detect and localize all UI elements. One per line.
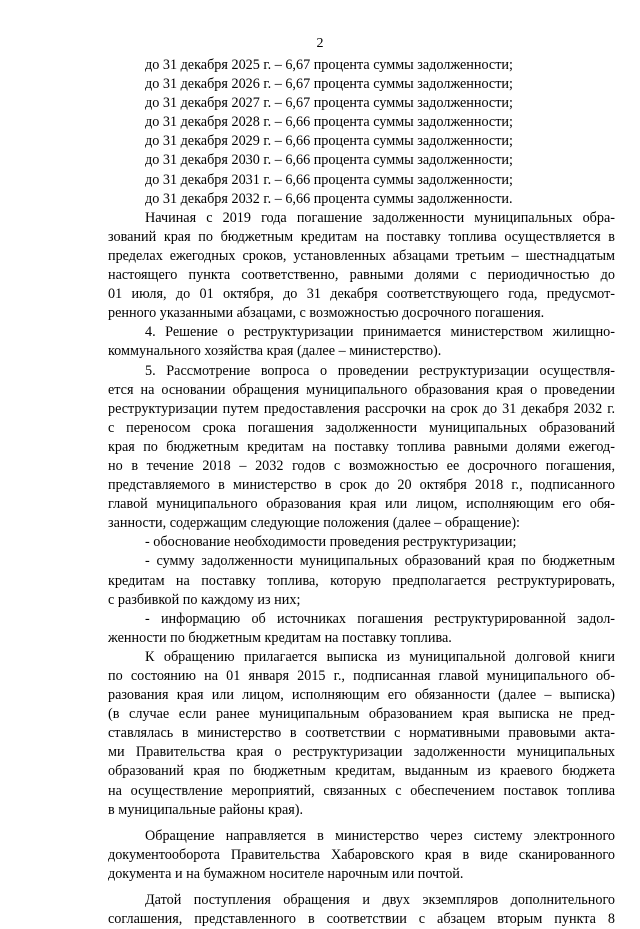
text-line: реструктуризации путем предоставления рассрочки на срок до 31 декабря 2032 г. — [108, 400, 615, 417]
text-line: (в случае если ранее муниципальным образованием края выписка не пред- — [108, 706, 615, 723]
text-line: разования края или лицом, исполняющим его обязанности (далее – выписка) — [108, 687, 615, 704]
text-line: края по бюджетным кредитам на поставку топлива равными долями ежегод- — [108, 438, 615, 455]
text-line: до 31 декабря 2028 г. – 6,66 процента суммы задолженности; — [145, 114, 513, 131]
text-line: Начиная с 2019 года погашение задолженности муниципальных обра- — [145, 209, 615, 226]
text-line: 01 июля, до 01 октября, до 31 декабря соответствующего года, предусмот- — [108, 286, 615, 303]
text-line: до 31 декабря 2029 г. – 6,66 процента суммы задолженности; — [145, 133, 513, 150]
text-line: ренного указанными абзацами, с возможностью досрочного погашения. — [108, 305, 545, 322]
text-line: - сумму задолженности муниципальных образований края по бюджетным — [145, 553, 615, 570]
text-line: Обращение направляется в министерство через систему электронного — [145, 827, 615, 844]
text-line: но в течение 2018 – 2032 годов с возможностью ее досрочного погашения, — [108, 457, 615, 474]
text-line: кредитам на поставку топлива, которую предполагается реструктурировать, — [108, 572, 615, 589]
text-line: до 31 декабря 2027 г. – 6,67 процента суммы задолженности; — [145, 95, 513, 112]
text-line: до 31 декабря 2031 г. – 6,66 процента суммы задолженности; — [145, 171, 513, 188]
text-line: главой муниципального образования края или лицом, исполняющим его обя- — [108, 496, 615, 513]
text-line: коммунального хозяйства края (далее – министерство). — [108, 343, 442, 360]
text-line: 5. Рассмотрение вопроса о проведении реструктуризации осуществля- — [145, 362, 615, 379]
text-line: документа и на бумажном носителе нарочным или почтой. — [108, 865, 464, 882]
text-line: женности по бюджетным кредитам на поставку топлива. — [108, 629, 452, 646]
text-line: на осуществление мероприятий, связанных с обеспечением поставок топлива — [108, 782, 615, 799]
text-line: ставлялась в министерство в соответствии с нормативными правовыми акта- — [108, 725, 615, 742]
text-line: соглашения, представленного в соответствии с абзацем вторым пункта 8 — [108, 911, 615, 928]
text-line: пределах ежегодных сроков, установленных абзацами третьим – шестнадцатым — [108, 247, 615, 264]
text-line: до 31 декабря 2025 г. – 6,67 процента суммы задолженности; — [145, 57, 513, 73]
text-line: до 31 декабря 2026 г. – 6,67 процента суммы задолженности; — [145, 76, 513, 93]
text-line: ми Правительства края о реструктуризации задолженности муниципальных — [108, 744, 615, 761]
text-line: занности, содержащим следующие положения (далее – обращение): — [108, 515, 520, 532]
text-line: - информацию об источниках погашения реструктурированной задол- — [145, 610, 615, 627]
text-line: с переносом срока погашения задолженности муниципальных образований — [108, 419, 615, 436]
text-line: образований края по бюджетным кредитам, выданным из краевого бюджета — [108, 763, 615, 780]
text-line: - обоснование необходимости проведения реструктуризации; — [145, 534, 517, 551]
page-number: 2 — [316, 36, 324, 51]
text-line: представляемого в министерство в срок до 20 октября 2018 г., подписанного — [108, 477, 615, 494]
text-line: Датой поступления обращения и двух экземпляров дополнительного — [145, 892, 615, 909]
text-line: в муниципальные районы края). — [108, 801, 304, 818]
text-line: до 31 декабря 2032 г. – 6,66 процента суммы задолженности. — [145, 190, 513, 207]
text-line: по состоянию на 01 января 2015 г., подписанная главой муниципального об- — [108, 668, 615, 684]
text-line: до 31 декабря 2030 г. – 6,66 процента суммы задолженности; — [145, 152, 513, 169]
text-line: ется на основании обращения муниципального образования края о проведении — [108, 381, 615, 398]
text-line: документооборота Правительства Хабаровского края в виде сканированного — [108, 846, 615, 863]
text-line: 4. Решение о реструктуризации принимается министерством жилищно- — [145, 324, 615, 341]
document-body — [108, 56, 615, 929]
text-line: К обращению прилагается выписка из муниципальной долговой книги — [145, 648, 615, 665]
text-line: настоящего пункта соответственно, равными долями с периодичностью до — [108, 267, 615, 284]
text-line: с разбивкой по каждому из них; — [108, 591, 301, 608]
text-line: зований края по бюджетным кредитам на поставку топлива осуществляется в — [108, 228, 615, 245]
